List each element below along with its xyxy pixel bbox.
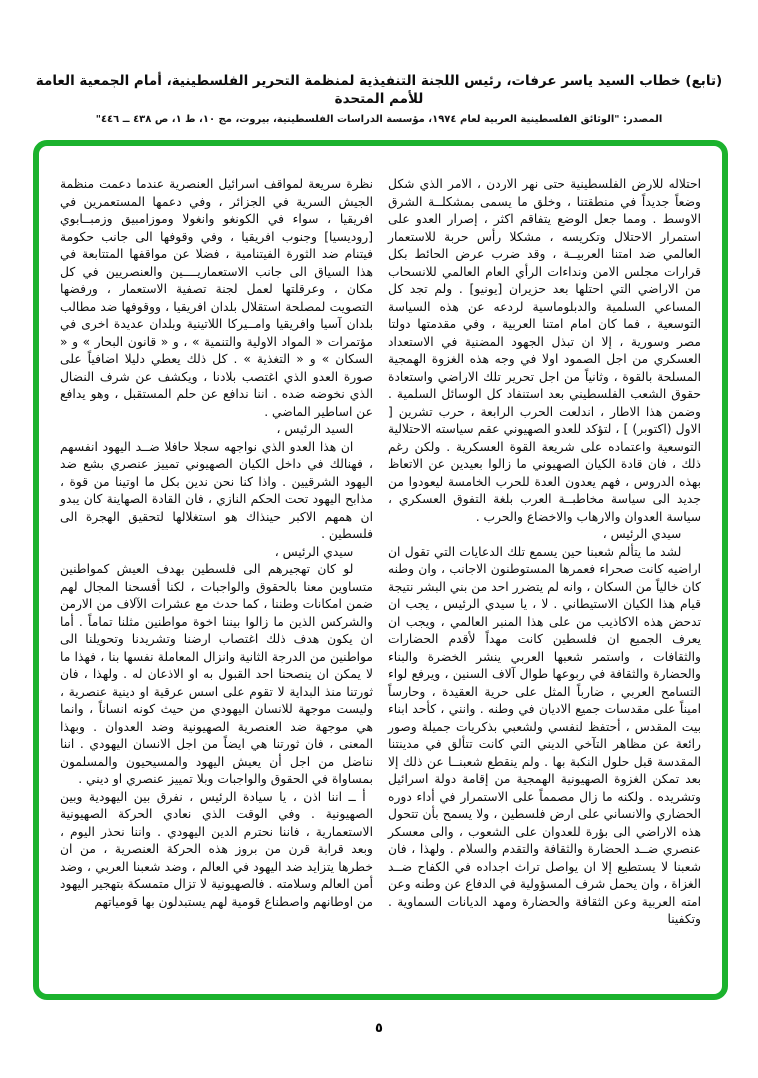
paragraph-left-2: ان هذا العدو الذي نواجهه سجلا حافلا ضــد اليهود انفسهم ، فهنالك في داخل الكيان الصهيوني تمييز عنصري بشع ضد اليهود الشرقيين . واذا كنا نحن ندين بكل ما اوتينا من قوة ، مذابح اليهود تحت الحكم النازي ، فان القادة الصهاينة كان يبدو ان همهم الاكبر حينذاك هو استغلالها لتحقيق الهجرة الى فلسطين . [60,439,373,541]
salutation-right: سيدي الرئيس ، [602,527,682,541]
column-left [60,176,373,974]
paragraph-left-4: لو كان تهجيرهم الى فلسطين بهدف العيش كمواطنين متساوين معنا بالحقوق والواجبات ، لكنا أفسحنا المجال لهم ضمن امكانات وطننا ، كما حدث مع عشرات الآلاف من الارمن والشركس الذين ما زالوا بيننا اخوة مواطنين مثلنا تماماً . أما ان يكون هدف ذلك اغتصاب ارضنا وتشريدنا وتحويلنا الى مواطنين من الدرجة الثانية وانزال المعاملة نفسها بنا ، فهذا ما لا يمكن ان ينصحنا احد القبول به او الاذعان له . ولهذا ، فان ثورتنا منذ البداية لا تقوم على اسس عرقية او دينية عنصرية ، وليست موجهة للانسان اليهودي من حيث كونه انساناً ، وانما هي موجهة ضد العنصرية الصهيونية وضد العدوان . وبهذا المعنى ، فان ثورتنا هي ايضاً من اجل الانسان اليهودي . اننا نناضل من اجل أن يعيش اليهود والمسيحيون والمسلمون بمساواة في الحقوق والواجبات وبلا تمييز عنصري او ديني . [60,562,373,786]
salutation-left-1: السيد الرئيس ، [276,422,354,436]
paragraph-left-list-item: أ ــ اننا اذن ، يا سيادة الرئيس ، نفرق بين اليهودية وبين الصهيونية . وفي الوقت الذي نعادي الحركة الصهيونية الاستعمارية ، فاننا نحترم الدين اليهودي . واننا نحذر اليوم ، وبعد قرابة قرن من بروز هذه الحركة العنصرية ، من ان خطرها يتزايد ضد اليهود في العالم ، وضد شعبنا العربي ، وضد أمن العالم وسلامته . فالصهيونية لا تزال متمسكة بتهجير اليهود من اوطانهم واصطناع قومية لهم يستبدلون بها قومياتهم [60,789,373,909]
page-footer [0,1017,758,1036]
page-number: ٥ [375,1021,383,1036]
document-title: (تابع) خطاب السيد ياسر عرفات، رئيس اللجنة التنفيذية لمنظمة التحرير الفلسطينية، أمام الجمعية العامة للأمم المتحدة [35,73,723,107]
source-line: المصدر: "الوثائق الفلسطينية العربية لعام ١٩٧٤، مؤسسة الدراسات الفلسطينية، بيروت، مج ١٠، ط ١، ص ٤٣٨ ــ ٤٤٦" [95,114,663,125]
paragraph-left-continuation: نظرة سريعة لمواقف اسرائيل العنصرية عندما دعمت منظمة الجيش السرية في الجزائر ، وفي دعمها المستعمرين في افريقيا ، سواء في الكونغو وانغولا وموزامبيق وزمبــابوي [روديسيا] وجنوب افريقيا ، وفي وقوفها الى جانب حكومة فيتنام ضد الثورة الفيتنامية ، فضلا عن مواقفها المتتابعة في هذا السياق الى جانب الاستعماريــــين والعنصريين في كل مكان ، وعرقلتها لعمل لجنة تصفية الاستعمار ، ورفضها التصويت لمصلحة استقلال بلدان افريقيا ، ووقوفها ضد مطالب بلدان آسيا وافريقيا وامــيركا اللاتينية وبلدان عديدة اخرى في مؤتمرات « المواد الاولية والتنمية » ، و « قانون البحار » و « السكان » و « التغذية » . كل ذلك يعطي دليلا اضافياً على صورة العدو الذي اغتصب بلادنا ، ويكشف عن شرف النضال الذي نخوضه ضده . اننا ندافع عن حلم المستقبل ، وهو يدافع عن اساطير الماضي . [60,177,373,419]
two-column-text [39,146,722,994]
paragraph-right-2: لشد ما يتألم شعبنا حين يسمع تلك الدعايات التي تقول ان اراضيه كانت صحراء فعمرها المستوطنون الاجانب ، وان وطنه كان خالياً من السكان ، وانه لم يتضرر احد من بني البشر نتيجة قيام هذا الكيان الاستيطاني . لا ، يا سيدي الرئيس ، يجب ان تدحض هذه الاكاذيب من على هذا المنبر العالمي ، ويجب ان يعرف الجميع ان فلسطين كانت مهداً لأقدم الحضارات والثقافات ، واستمر شعبها العربي ينشر الخضرة والبناء والحضارة والثقافة في ربوعها طوال آلاف السنين ، ويرفع لواء التسامح العربي ، ضارباً المثل على حرية العقيدة ، وحارساً اميناً على مقدسات جميع الاديان في وطنه . وانني ، كأحد ابناء بيت المقدس ، أحتفظ لنفسي ولشعبي بذكريات جميلة وصور رائعة عن مظاهر التآخي الديني التي كانت تتألق في مدينتنا المقدسة قبل حلول النكبة بها . ولم ينقطع شعبنــا عن ذلك إلا بعد تمكن الغزوة الصهيونية الهمجية من إقامة دولة اسرائيل وتشريده . ولكنه ما زال مصمماً على الاستمرار في أداء دوره الحضاري والانساني على ارض فلسطين ، ولا يسمح بأن تتحول هذه الاراضي الى بؤرة للعدوان على الشعوب ، والى معسكر عنصري ضــد الحضارة والثقافة والتقدم والسلام . ولهذا ، فان شعبنا لا يستطيع إلا ان يواصل تراث اجداده في الكفاح ضــد الغزاة ، وان يحمل شرف المسؤولية في الدفاع عن وطنه وعن امته العربية وعن الثقافة والحضارة ومهد الديانات السماوية . وتكفينا [388,544,701,926]
page-header [0,72,758,125]
text-frame-border [33,140,728,1000]
column-right [388,176,701,974]
paragraph-right-continuation: احتلاله للارض الفلسطينية حتى نهر الاردن ، الامر الذي شكل وضعاً جديداً في منطقتنا ، وخلق ما يسمى بمشكلــة الشرق الاوسط . ومما جعل الوضع يتفاقم اكثر ، إصرار العدو على استمرار الاحتلال وتكريسه ، مشكلا رأس حربة للاستعمار العالمي ضد امتنا العربيــة ، وقد ضرب عرض الحائط بكل قرارات مجلس الامن ونداءات الرأي العام العالمي للانسحاب من الاراضي التي احتلها بعد حزيران [يونيو] . ولم تجد كل المساعي السلمية والدبلوماسية لردعه عن هذه السياسة التوسعية ، فما كان امام امتنا العربية ، وفي مقدمتها دولتا مصر وسورية ، إلا ان تبذل الجهود المضنية في الاستعداد العسكري من اجل الصمود اولا في وجه هذه الغزوة الهمجية المسلحة بالقوة ، وثانياً من اجل تحرير تلك الاراضي واستعادة حقوق الشعب الفلسطيني بعد استنفاد كل الوسائل السلمية . وضمن هذا الاطار ، اندلعت الحرب الرابعة ، حرب تشرين [ الاول (اكتوبر) ] ، لتؤكد للعدو الصهيوني عقم سياسته الاحتلالية التوسعية واعتماده على شريعة القوة العسكرية . ولكن رغم ذلك ، فان قادة الكيان الصهيوني ما زالوا بعيدين عن الاتعاظ بهذه الدروس ، فهم يعدون العدة للحرب الخامسة ليعودوا من جديد الى سياسة مخاطبــة العرب بلغة التفوق العسكري ، سياسة العدوان والارهاب والاخضاع والحرب . [388,177,701,524]
salutation-left-2: سيدي الرئيس ، [274,544,354,559]
